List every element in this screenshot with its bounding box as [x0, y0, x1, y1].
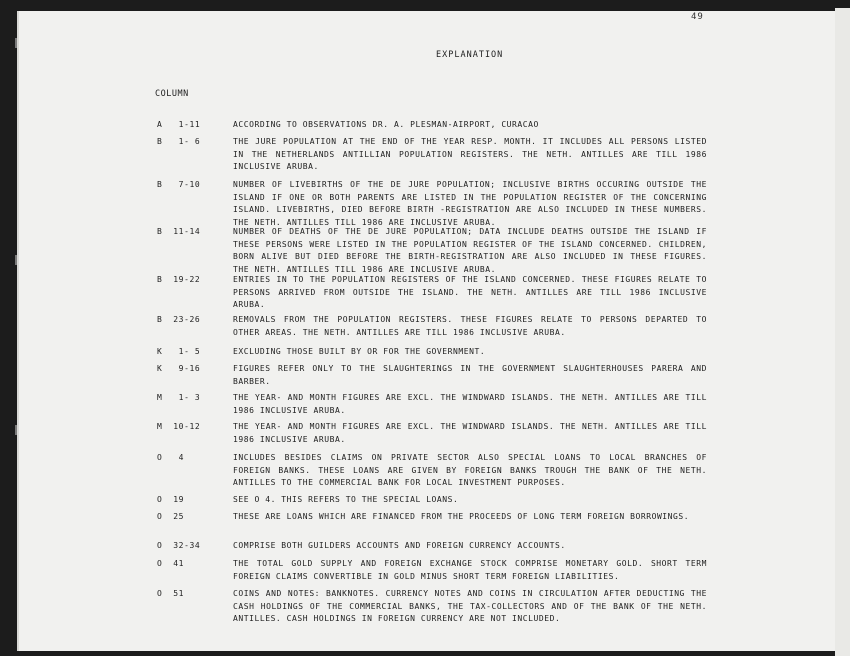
entry-text: THE YEAR- AND MONTH FIGURES ARE EXCL. THE WINDWARD ISLANDS. THE NETH. ANTILLES ARE TILL 1986 INCLUSIVE ARUBA.	[233, 393, 707, 415]
entry-code: K 1- 5	[157, 347, 201, 356]
entry-code: B 1- 6	[157, 137, 201, 146]
entry-text: ENTRIES IN TO THE POPULATION REGISTERS OF THE ISLAND CONCERNED. THESE FIGURES RELATE TO PERSONS ARRIVED FROM OUTSIDE THE ISLAND. THE NETH. ANTILLES ARE TILL 1986 INCLUSIVE ARUBA.	[233, 275, 707, 310]
entry-code: M 10-12	[157, 422, 201, 431]
entry-code: O 41	[157, 559, 185, 568]
page-number: 49	[691, 12, 704, 22]
entry-text: REMOVALS FROM THE POPULATION REGISTERS. THESE FIGURES RELATE TO PERSONS DEPARTED TO OTHER AREAS. THE NETH. ANTILLES ARE TILL 1986 INCLUSIVE ARUBA.	[233, 315, 707, 337]
entry-text: COINS AND NOTES: BANKNOTES. CURRENCY NOTES AND COINS IN CIRCULATION AFTER DEDUCTING THE CASH HOLDINGS OF THE COMMERCIAL BANKS, THE TAX-COLLECTORS AND OF THE BANK OF THE NETH. ANTILLES. CASH HOLDINGS IN FOREIGN CURRENCY ARE NOT INCLUDED.	[233, 589, 707, 624]
entry-text: THESE ARE LOANS WHICH ARE FINANCED FROM THE PROCEEDS OF LONG TERM FOREIGN BORROWINGS.	[233, 512, 690, 521]
entry-code: B 19-22	[157, 275, 201, 284]
entry-code: O 51	[157, 589, 185, 598]
entry-text: THE TOTAL GOLD SUPPLY AND FOREIGN EXCHANGE STOCK COMPRISE MONETARY GOLD. SHORT TERM FOREIGN CLAIMS CONVERTIBLE IN GOLD MINUS SHORT TERM FOREIGN LIABILITIES.	[233, 559, 707, 581]
entry-code: B 11-14	[157, 227, 201, 236]
entry-code: B 23-26	[157, 315, 201, 324]
entry-text: NUMBER OF LIVEBIRTHS OF THE DE JURE POPULATION; INCLUSIVE BIRTHS OCCURING OUTSIDE THE ISLAND IF ONE OR BOTH PARENTS ARE LISTED IN THE POPULATION REGISTER OF THE CONCERNING ISLAND. LIVEBIRTHS, DIED BEFORE BIRTH -REGISTRATION ARE ALSO INCLUDED IN THESE NUMBERS. THE NETH. ANTILLES TILL 1986 ARE INCLUSIVE ARUBA.	[233, 180, 707, 227]
entry-text: INCLUDES BESIDES CLAIMS ON PRIVATE SECTOR ALSO SPECIAL LOANS TO LOCAL BRANCHES OF FOREIGN BANKS. THESE LOANS ARE GIVEN BY FOREIGN BANKS TROUGH THE BANK OF THE NETH. ANTILLES TO THE COMMERCIAL BANK FOR LOCAL INVESTMENT PURPOSES.	[233, 453, 707, 488]
entry-text: COMPRISE BOTH GUILDERS ACCOUNTS AND FOREIGN CURRENCY ACCOUNTS.	[233, 541, 566, 550]
entry-code: O 25	[157, 512, 185, 521]
entry-code: M 1- 3	[157, 393, 201, 402]
binding-mark	[15, 38, 17, 48]
entry-code: A 1-11	[157, 120, 201, 129]
entry-text: EXCLUDING THOSE BUILT BY OR FOR THE GOVERNMENT.	[233, 347, 486, 356]
document-page	[17, 11, 837, 651]
entry-text: THE JURE POPULATION AT THE END OF THE YEAR RESP. MONTH. IT INCLUDES ALL PERSONS LISTED IN THE NETHERLANDS ANTILLIAN POPULATION REGISTERS. THE NETH. ANTILLES ARE TILL 1986 INCLUSIVE ARUBA.	[233, 137, 707, 172]
entry-code: O 32-34	[157, 541, 201, 550]
entry-code: B 7-10	[157, 180, 201, 189]
entry-text: ACCORDING TO OBSERVATIONS DR. A. PLESMAN-AIRPORT, CURACAO	[233, 120, 539, 129]
entry-text: SEE O 4. THIS REFERS TO THE SPECIAL LOANS.	[233, 495, 459, 504]
entry-text: THE YEAR- AND MONTH FIGURES ARE EXCL. THE WINDWARD ISLANDS. THE NETH. ANTILLES ARE TILL 1986 INCLUSIVE ARUBA.	[233, 422, 707, 444]
binding-mark	[15, 255, 17, 265]
entry-text: NUMBER OF DEATHS OF THE DE JURE POPULATION; DATA INCLUDE DEATHS OUTSIDE THE ISLAND IF THESE PERSONS WERE LISTED IN THE POPULATION REGISTER OF THE ISLAND CONCERNED. CHILDREN, BORN ALIVE BUT DIED BEFORE THE BIRTH-REGISTRATION ARE ALSO INCLUDED IN THESE FIGURES. THE NETH. ANTILLES TILL 1986 ARE INCLUSIVE ARUBA.	[233, 227, 707, 274]
entry-code: O 4	[157, 453, 185, 462]
column-header: COLUMN	[155, 89, 189, 99]
entry-text: FIGURES REFER ONLY TO THE SLAUGHTERINGS IN THE GOVERNMENT SLAUGHTERHOUSES PARERA AND BARBER.	[233, 364, 707, 386]
binding-mark	[15, 425, 17, 435]
page-title: EXPLANATION	[436, 50, 504, 60]
entry-code: K 9-16	[157, 364, 201, 373]
entry-code: O 19	[157, 495, 185, 504]
page-edge	[835, 8, 850, 656]
